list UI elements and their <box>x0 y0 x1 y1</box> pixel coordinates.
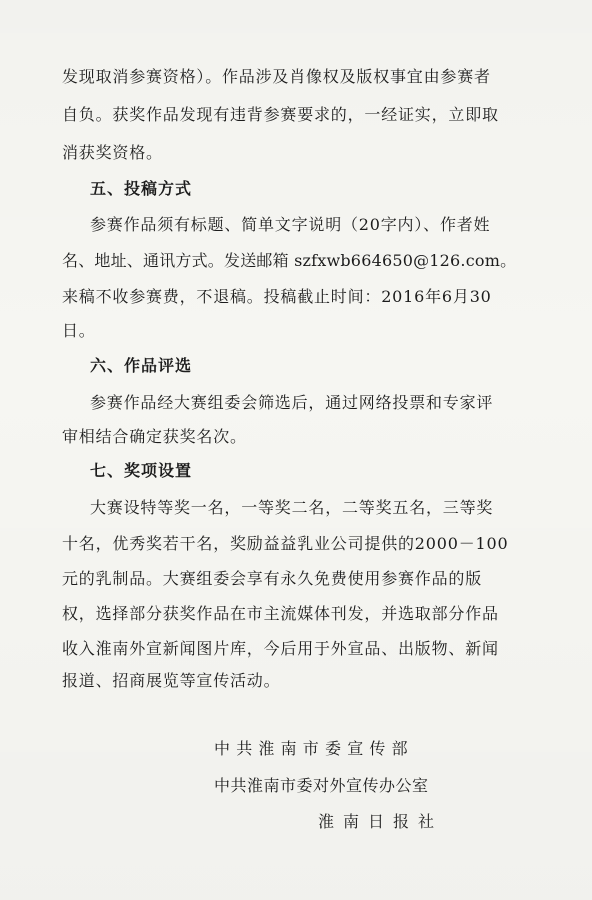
paragraph-line: 报道、招商展览等宣传活动。 <box>62 671 281 690</box>
paragraph-line: 发现取消参赛资格）。作品涉及肖像权及版权事宜由参赛者 <box>62 67 491 86</box>
signature-publicity-dept: 中共淮南市委宣传部 <box>214 739 414 758</box>
paragraph-line: 十名，优秀奖若干名，奖励益益乳业公司提供的2000－100 <box>62 534 509 553</box>
paragraph-line: 参赛作品须有标题、简单文字说明（20字内）、作者姓 <box>90 215 491 234</box>
signature-huainan-daily: 淮南日报社 <box>318 812 444 831</box>
paragraph-line: 收入淮南外宣新闻图片库，今后用于外宣品、出版物、新闻 <box>62 639 499 658</box>
signature-external-publicity-office: 中共淮南市委对外宣传办公室 <box>214 776 429 795</box>
paragraph-line: 参赛作品经大赛组委会筛选后，通过网络投票和专家评 <box>90 393 494 412</box>
paragraph-line: 消获奖资格。 <box>62 143 163 162</box>
paragraph-line: 名、地址、通讯方式。发送邮箱 szfxwb664650@126.com。 <box>62 251 517 270</box>
paragraph-line: 权，选择部分获奖作品在市主流媒体刊发，并选取部分作品 <box>62 604 499 623</box>
section-heading-submission: 五、投稿方式 <box>90 179 193 198</box>
paragraph-line: 日。 <box>62 321 96 340</box>
paragraph-line: 大赛设特等奖一名，一等奖二名，二等奖五名，三等奖 <box>90 498 494 517</box>
paragraph-line: 来稿不收参赛费，不退稿。投稿截止时间：2016年6月30 <box>62 287 492 306</box>
section-heading-awards: 七、奖项设置 <box>90 461 193 480</box>
paragraph-line: 审相结合确定获奖名次。 <box>62 427 247 446</box>
paragraph-line: 自负。获奖作品发现有违背参赛要求的，一经证实，立即取 <box>62 105 499 124</box>
section-heading-evaluation: 六、作品评选 <box>90 356 193 375</box>
paragraph-line: 元的乳制品。大赛组委会享有永久免费使用参赛作品的版 <box>62 569 483 588</box>
